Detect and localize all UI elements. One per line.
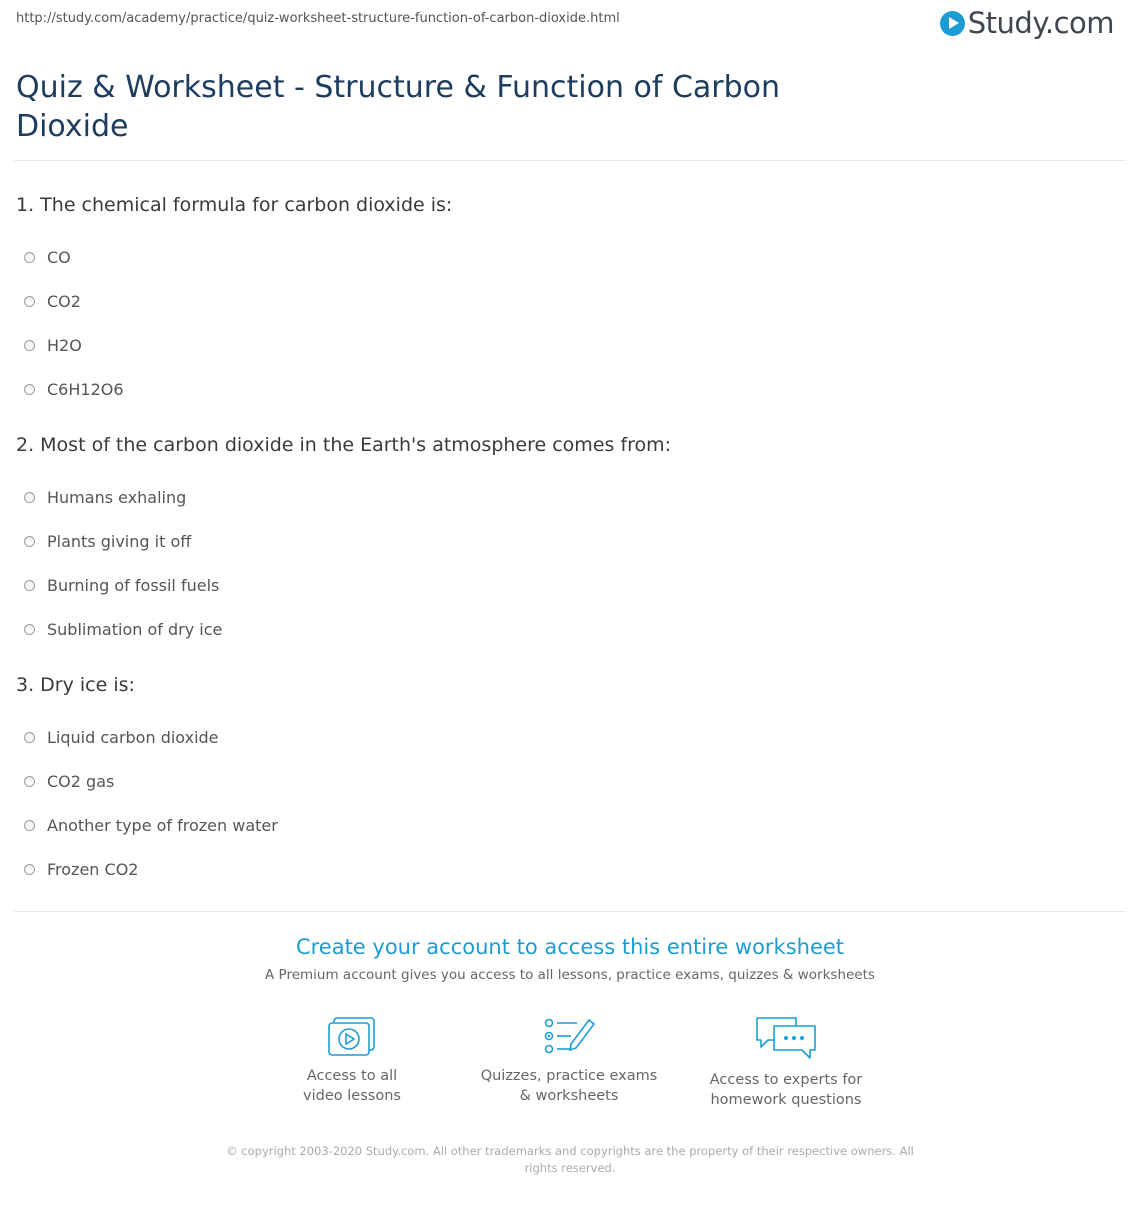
answer-label: CO: [47, 247, 71, 267]
answer-label: H2O: [47, 335, 82, 355]
cta-subheading: A Premium account gives you access to all lessons, practice exams, quizzes & worksheets: [265, 967, 875, 983]
question-text: 1. The chemical formula for carbon dioxide is:: [16, 194, 453, 216]
answer-option[interactable]: [24, 607, 671, 651]
study-logo[interactable]: [940, 6, 1114, 40]
radio-button[interactable]: [24, 296, 35, 307]
answer-label: Frozen CO2: [47, 859, 139, 879]
radio-button[interactable]: [24, 776, 35, 787]
answer-label: C6H12O6: [47, 379, 124, 399]
copyright-footer: [0, 1143, 1140, 1177]
question-text: 2. Most of the carbon dioxide in the Earth's atmosphere comes from:: [16, 434, 672, 456]
radio-button[interactable]: [24, 624, 35, 635]
feature-experts: [676, 1014, 896, 1110]
answer-option[interactable]: [24, 235, 452, 279]
question-1: [16, 194, 452, 411]
play-circle-icon: [940, 11, 965, 36]
feature-label: Access to experts for homework questions: [709, 1072, 863, 1108]
answer-label: Burning of fossil fuels: [47, 575, 220, 595]
answer-option[interactable]: [24, 759, 278, 803]
answer-label: CO2 gas: [47, 771, 115, 791]
answer-option[interactable]: [24, 715, 278, 759]
feature-quizzes: [459, 1014, 679, 1106]
question-2: [16, 434, 671, 651]
answer-label: Liquid carbon dioxide: [47, 727, 219, 747]
signup-cta: [0, 935, 1140, 983]
answer-options: [16, 475, 671, 651]
radio-button[interactable]: [24, 864, 35, 875]
feature-label: Quizzes, practice exams & worksheets: [480, 1068, 658, 1104]
title-divider: [14, 160, 1126, 161]
answer-option[interactable]: [24, 475, 671, 519]
chat-bubbles-icon: [754, 1014, 818, 1062]
answer-option[interactable]: [24, 279, 452, 323]
radio-button[interactable]: [24, 252, 35, 263]
feature-video-lessons: [242, 1014, 462, 1106]
feature-label: Access to all video lessons: [303, 1068, 401, 1104]
answer-option[interactable]: [24, 323, 452, 367]
answer-option[interactable]: [24, 803, 278, 847]
page-title: Quiz & Worksheet - Structure & Function of Carbon Dioxide: [16, 70, 781, 144]
radio-button[interactable]: [24, 820, 35, 831]
answer-option[interactable]: [24, 519, 671, 563]
cta-heading-link[interactable]: Create your account to access this entire worksheet: [295, 935, 845, 959]
copyright-text: © copyright 2003-2020 Study.com. All other trademarks and copyrights are the property of their respective owners. All rights reserved.: [226, 1144, 914, 1175]
answer-label: Plants giving it off: [47, 531, 192, 551]
premium-features: [0, 1014, 1140, 1124]
answer-label: CO2: [47, 291, 81, 311]
radio-button[interactable]: [24, 492, 35, 503]
question-3: [16, 674, 278, 891]
video-lessons-icon: [326, 1014, 378, 1058]
question-text: 3. Dry ice is:: [16, 674, 135, 696]
answer-option[interactable]: [24, 847, 278, 891]
page-url: http://study.com/academy/practice/quiz-worksheet-structure-function-of-carbon-dioxide.html: [16, 11, 620, 26]
answer-label: Another type of frozen water: [47, 815, 278, 835]
radio-button[interactable]: [24, 580, 35, 591]
answer-label: Humans exhaling: [47, 487, 187, 507]
radio-button[interactable]: [24, 340, 35, 351]
radio-button[interactable]: [24, 384, 35, 395]
answer-label: Sublimation of dry ice: [47, 619, 223, 639]
answer-option[interactable]: [24, 367, 452, 411]
radio-button[interactable]: [24, 536, 35, 547]
logo-text: Study.com: [967, 6, 1114, 40]
quiz-checklist-icon: [541, 1014, 597, 1058]
radio-button[interactable]: [24, 732, 35, 743]
answer-option[interactable]: [24, 563, 671, 607]
answer-options: [16, 715, 278, 891]
answer-options: [16, 235, 452, 411]
questions-divider: [14, 911, 1126, 912]
